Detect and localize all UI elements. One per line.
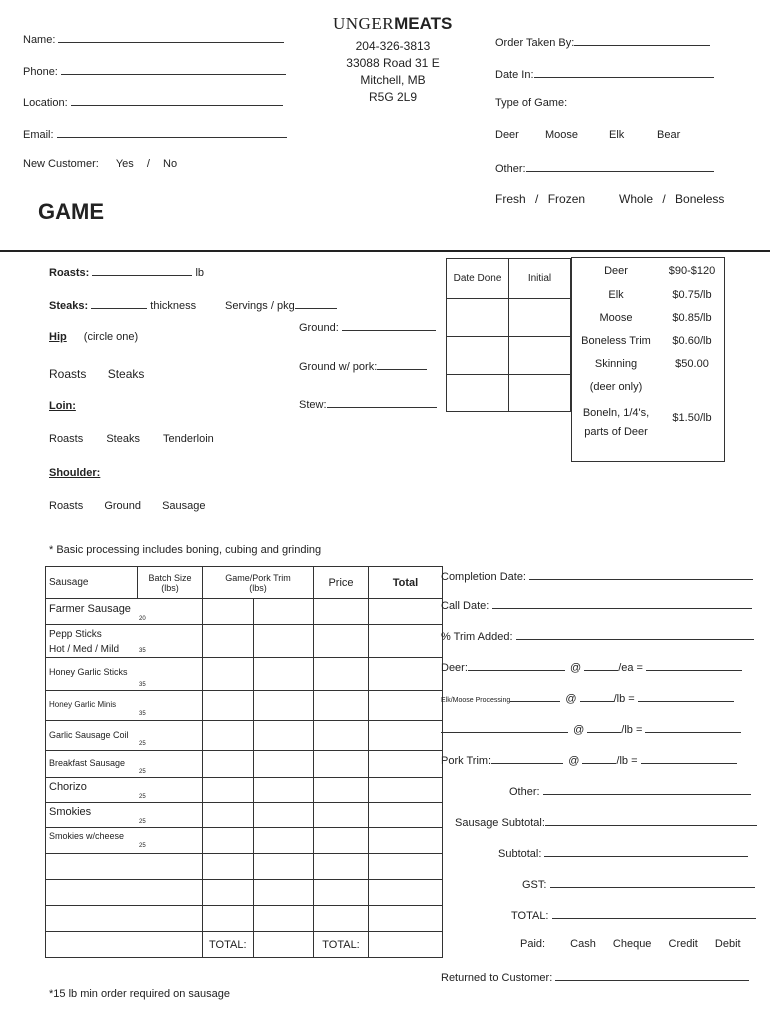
col-price: Price [314, 567, 369, 599]
completion-date-field[interactable]: Completion Date: [441, 568, 753, 583]
date-in-field[interactable]: Date In: [495, 66, 714, 81]
date-done-table [446, 258, 571, 412]
sausage-subtotal-field[interactable]: Sausage Subtotal: [455, 814, 757, 829]
loin-heading: Loin: [49, 400, 76, 412]
price-cell[interactable] [314, 880, 369, 906]
game-type-deer[interactable]: Deer [495, 129, 519, 141]
trim-cell[interactable] [253, 880, 313, 906]
steaks-field[interactable]: Steaks: thickness [49, 297, 196, 312]
table-row: Honey Garlic Sticks 35 [46, 658, 203, 691]
stew-field[interactable]: Stew: [299, 396, 437, 411]
total-cell[interactable] [369, 828, 443, 854]
trim-cell[interactable] [203, 599, 254, 625]
page-title: GAME [38, 199, 104, 224]
price-item: (deer only) [589, 381, 643, 393]
ground-pork-field[interactable]: Ground w/ pork: [299, 358, 427, 373]
price-item: Boneln, 1/4's, [582, 407, 650, 419]
new-customer-row: New Customer: Yes / No [23, 158, 178, 170]
table-row[interactable] [46, 906, 203, 932]
trim-cell[interactable] [253, 658, 313, 691]
trim-cell[interactable] [253, 854, 313, 880]
subtotal-field[interactable]: Subtotal: [498, 845, 748, 860]
company-logo: UNGERMEATS [333, 14, 453, 33]
trim-cell[interactable] [203, 854, 254, 880]
price-cell[interactable] [314, 751, 369, 778]
trim-cell[interactable] [203, 803, 254, 828]
table-row[interactable] [46, 932, 203, 958]
total-cell[interactable] [369, 599, 443, 625]
price-item: Moose [599, 312, 633, 324]
table-row: Honey Garlic Minis 35 [46, 691, 203, 721]
sausage-table [45, 566, 443, 958]
paid-cheque[interactable]: Cheque [612, 938, 652, 950]
loin-options [49, 433, 214, 445]
total-cell[interactable] [369, 880, 443, 906]
price-cell[interactable] [314, 599, 369, 625]
trim-added-field[interactable]: % Trim Added: [441, 628, 754, 643]
initial-cell[interactable] [509, 375, 571, 412]
table-row: Smokies 25 [46, 803, 203, 828]
location-field[interactable]: Location: [23, 94, 283, 109]
name-field[interactable]: Name: [23, 31, 284, 46]
table-row: Chorizo 25 [46, 778, 203, 803]
table-row: Garlic Sausage Coil 25 [46, 721, 203, 751]
trim-cell[interactable] [203, 906, 254, 932]
total-cell[interactable] [369, 751, 443, 778]
game-type-moose[interactable]: Moose [545, 129, 579, 141]
price-value: $0.60/lb [672, 335, 712, 347]
date-done-cell[interactable] [447, 375, 509, 412]
ground-field[interactable]: Ground: [299, 319, 436, 334]
table-row: Breakfast Sausage 25 [46, 751, 203, 778]
initial-cell[interactable] [509, 337, 571, 375]
shoulder-sausage[interactable]: Sausage [162, 500, 206, 512]
game-type-bear[interactable]: Bear [657, 129, 681, 141]
paid-row: Paid: Cash Cheque Credit Debit [520, 938, 741, 950]
loin-tenderloin[interactable]: Tenderloin [163, 433, 214, 445]
trim-cell[interactable] [253, 721, 313, 751]
servings-field[interactable]: Servings / pkg [225, 297, 337, 312]
price-cell[interactable] [314, 906, 369, 932]
email-field[interactable]: Email: [23, 126, 287, 141]
trim-total-cell[interactable] [253, 932, 313, 958]
trim-cell[interactable] [203, 691, 254, 721]
hip-heading: Hip (circle one) [49, 331, 139, 343]
price-value: $50.00 [675, 358, 709, 370]
option-whole[interactable]: Whole [619, 192, 654, 206]
whole-boneless-row: Whole / Boneless [619, 192, 725, 206]
trim-cell[interactable] [203, 625, 254, 658]
trim-cell[interactable] [253, 599, 313, 625]
total-field[interactable]: TOTAL: [511, 907, 756, 922]
paid-debit[interactable]: Debit [714, 938, 741, 950]
shoulder-ground[interactable]: Ground [104, 500, 142, 512]
table-row[interactable] [46, 854, 203, 880]
date-done-cell[interactable] [447, 337, 509, 375]
trim-cell[interactable] [203, 751, 254, 778]
total-cell[interactable] [369, 803, 443, 828]
paid-cash[interactable]: Cash [570, 938, 596, 950]
initial-cell[interactable] [509, 299, 571, 337]
grand-total-cell[interactable] [369, 932, 443, 958]
table-row: Farmer Sausage 20 [46, 599, 203, 625]
price-value: $0.75/lb [672, 289, 712, 301]
col-sausage: Sausage [46, 567, 138, 599]
price-cell[interactable] [314, 721, 369, 751]
trim-cell[interactable] [253, 691, 313, 721]
shoulder-roasts[interactable]: Roasts [49, 500, 84, 512]
type-of-game-label: Type of Game: [495, 97, 568, 109]
trim-cell[interactable] [253, 906, 313, 932]
price-cell[interactable] [314, 778, 369, 803]
trim-cell[interactable] [203, 658, 254, 691]
trim-cell[interactable] [253, 803, 313, 828]
trim-cell[interactable] [203, 880, 254, 906]
loin-steaks[interactable]: Steaks [106, 433, 140, 445]
date-done-cell[interactable] [447, 299, 509, 337]
basic-processing-note: * Basic processing includes boning, cubing and grinding [49, 544, 322, 556]
total-cell[interactable] [369, 691, 443, 721]
total-cell[interactable] [369, 906, 443, 932]
min-order-note: *15 lb min order required on sausage [49, 988, 231, 1000]
trim-cell[interactable] [203, 778, 254, 803]
call-date-field[interactable]: Call Date: [441, 597, 752, 612]
game-other-field[interactable]: Other: [495, 160, 714, 175]
total-cell[interactable] [369, 625, 443, 658]
price-value: $1.50/lb [672, 412, 712, 424]
price-cell[interactable] [314, 854, 369, 880]
price-item: Elk [608, 289, 624, 301]
table-row: Pepp Sticks Hot / Med / Mild 35 [46, 625, 203, 658]
price-item: parts of Deer [584, 426, 648, 438]
paid-credit[interactable]: Credit [668, 938, 698, 950]
other-field[interactable]: Other: [509, 783, 751, 798]
extra-line[interactable]: @ /lb = [441, 721, 741, 736]
pork-trim-line[interactable]: Pork Trim: @ /lb = [441, 752, 737, 767]
col-total: Total [369, 567, 443, 599]
price-value: $0.85/lb [672, 312, 712, 324]
date-done-header: Date Done [447, 259, 509, 299]
phone-field[interactable]: Phone: [23, 63, 286, 78]
new-customer-no[interactable]: No [163, 158, 178, 170]
header-divider [0, 250, 770, 252]
trim-cell[interactable] [253, 778, 313, 803]
price-cell[interactable] [314, 828, 369, 854]
price-cell[interactable] [314, 625, 369, 658]
hip-roasts[interactable]: Roasts [49, 367, 87, 381]
shoulder-heading: Shoulder: [49, 467, 101, 479]
trim-cell[interactable] [253, 828, 313, 854]
price-item: Deer [604, 265, 628, 277]
shoulder-options [49, 500, 206, 512]
total-label: TOTAL: [314, 932, 369, 958]
hip-options [49, 367, 144, 381]
trim-cell[interactable] [253, 751, 313, 778]
price-cell[interactable] [314, 691, 369, 721]
price-item: Skinning [594, 358, 638, 370]
fresh-frozen-row: Fresh / Frozen [495, 192, 586, 206]
loin-roasts[interactable]: Roasts [49, 433, 84, 445]
order-taken-by-field[interactable]: Order Taken By: [495, 34, 710, 49]
price-item: Boneless Trim [581, 335, 651, 347]
returned-field[interactable]: Returned to Customer: [441, 969, 749, 984]
company-address: 204-326-3813 33088 Road 31 E Mitchell, MB R5G 2L9 [346, 39, 440, 104]
initial-header: Initial [509, 259, 571, 299]
trim-cell[interactable] [203, 721, 254, 751]
price-value: $90-$120 [668, 265, 716, 277]
table-row: Smokies w/cheese 25 [46, 828, 203, 854]
hip-steaks[interactable]: Steaks [107, 367, 145, 381]
total-cell[interactable] [369, 778, 443, 803]
table-row[interactable] [46, 880, 203, 906]
price-cell[interactable] [314, 803, 369, 828]
elk-moose-line[interactable]: Elk/Moose Processing @ /lb = [441, 690, 734, 705]
price-cell[interactable] [314, 658, 369, 691]
price-list [571, 257, 725, 462]
option-boneless[interactable]: Boneless [675, 192, 725, 206]
col-game-pork-trim: Game/Pork Trim (lbs) [203, 567, 314, 599]
option-fresh[interactable]: Fresh [495, 192, 526, 206]
game-type-elk[interactable]: Elk [609, 129, 625, 141]
roasts-field[interactable]: Roasts: lb [49, 264, 204, 279]
gst-field[interactable]: GST: [522, 876, 755, 891]
option-frozen[interactable]: Frozen [547, 192, 586, 206]
total-label: TOTAL: [203, 932, 254, 958]
trim-cell[interactable] [203, 828, 254, 854]
total-cell[interactable] [369, 854, 443, 880]
total-cell[interactable] [369, 721, 443, 751]
col-batch-size: Batch Size (lbs) [138, 567, 203, 599]
new-customer-yes[interactable]: Yes [115, 158, 134, 170]
trim-cell[interactable] [253, 625, 313, 658]
total-cell[interactable] [369, 658, 443, 691]
deer-line[interactable]: Deer: @ /ea = [441, 659, 742, 674]
